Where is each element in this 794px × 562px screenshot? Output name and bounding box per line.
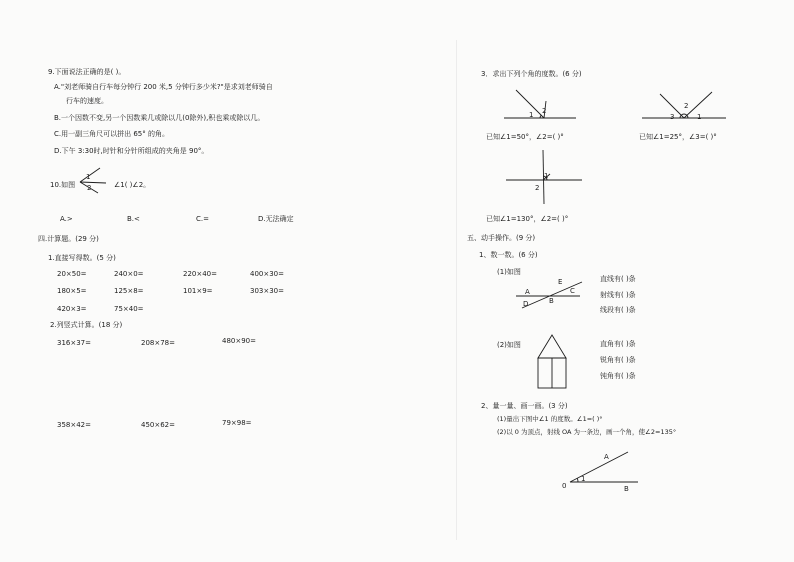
vertical-calc: 450×62= bbox=[141, 421, 175, 429]
direct-calc: 20×50= bbox=[57, 270, 87, 278]
direct-calc: 303×30= bbox=[250, 287, 284, 295]
angle-label-1: 1 bbox=[581, 475, 586, 483]
q3-figure-1 bbox=[504, 87, 576, 123]
page-divider bbox=[456, 40, 457, 540]
direct-calc: 75×40= bbox=[114, 305, 144, 313]
point-label-b: B bbox=[549, 297, 554, 305]
count-part-1: (1)如图 bbox=[497, 268, 521, 276]
count-straight-lines: 直线有( )条 bbox=[600, 275, 636, 283]
measure-task-2: (2)以 0 为顶点，射线 OA 为一条边，画一个角，使∠2=135° bbox=[497, 428, 677, 436]
count-right-angles: 直角有( )条 bbox=[600, 340, 636, 348]
direct-calc: 420×3= bbox=[57, 305, 87, 313]
line-count-figure bbox=[516, 276, 586, 312]
count-obtuse-angles: 钝角有( )条 bbox=[600, 372, 636, 380]
vertical-calc: 480×90= bbox=[222, 337, 256, 345]
q9-option-a-cont: 行车的速度。 bbox=[66, 97, 108, 105]
q10-prefix: 10.如图 bbox=[50, 181, 76, 189]
measure-angle-figure bbox=[560, 448, 642, 492]
q9-option-a: A."刘老师骑自行车每分钟行 200 米,5 分钟行多少米?"是求刘老师骑自 bbox=[54, 83, 273, 91]
section-5-title: 五、动手操作。(9 分) bbox=[467, 234, 536, 242]
q9-option-b: B.一个因数不变,另一个因数乘几或除以几(0除外),积也乘或除以几。 bbox=[54, 114, 265, 122]
q3-fig1-label-1: 1 bbox=[529, 111, 534, 119]
angle-label-a: A bbox=[604, 453, 609, 461]
point-label-e: E bbox=[558, 278, 563, 286]
angle-label-b: B bbox=[624, 485, 629, 493]
q10-option-a: A.> bbox=[60, 215, 73, 223]
q3-fig3-label-1: 1 bbox=[544, 172, 549, 180]
vertical-calc: 79×98= bbox=[222, 419, 252, 427]
q9-option-d: D.下午 3:30时,时针和分针所组成的夹角是 90°。 bbox=[54, 147, 209, 155]
q10-label-2: 2 bbox=[87, 184, 92, 192]
q10-angle-figure bbox=[76, 166, 108, 196]
direct-calc: 101×9= bbox=[183, 287, 213, 295]
count-rays: 射线有( )条 bbox=[600, 291, 636, 299]
direct-calc: 400×30= bbox=[250, 270, 284, 278]
section-4-sub2: 2.列竖式计算。(18 分) bbox=[50, 321, 123, 329]
q3-fig3-text: 已知∠1=130°，∠2=( )° bbox=[486, 215, 569, 223]
q9-stem: 9.下面说法正确的是( )。 bbox=[48, 68, 126, 76]
point-label-d: D bbox=[523, 300, 529, 308]
q3-title: 3．求出下列个角的度数。(6 分) bbox=[481, 70, 582, 78]
q10-option-b: B.< bbox=[127, 215, 140, 223]
section-5-count-title: 1、数一数。(6 分) bbox=[479, 251, 538, 259]
q3-fig1-label-2: 2 bbox=[542, 107, 547, 115]
direct-calc: 125×8= bbox=[114, 287, 144, 295]
q3-fig1-text: 已知∠1=50°，∠2=( )° bbox=[486, 133, 564, 141]
q10-label-1: 1 bbox=[86, 173, 91, 181]
vertical-calc: 358×42= bbox=[57, 421, 91, 429]
q3-fig2-label-2: 2 bbox=[684, 102, 689, 110]
q10-option-d: D.无法确定 bbox=[258, 215, 294, 223]
direct-calc: 220×40= bbox=[183, 270, 217, 278]
q3-fig3-label-2: 2 bbox=[535, 184, 540, 192]
count-segments: 线段有( )条 bbox=[600, 306, 636, 314]
q3-figure-2 bbox=[640, 90, 726, 122]
count-acute-angles: 锐角有( )条 bbox=[600, 356, 636, 364]
section-4-title: 四.计算题。(29 分) bbox=[38, 235, 99, 243]
vertical-calc: 316×37= bbox=[57, 339, 91, 347]
q3-figure-3 bbox=[506, 150, 582, 204]
count-part-2: (2)如图 bbox=[497, 341, 521, 349]
house-shape-figure bbox=[535, 332, 569, 390]
q10-option-c: C.= bbox=[196, 215, 209, 223]
measure-task-1: (1)量出下图中∠1 的度数。∠1=( )° bbox=[497, 415, 603, 423]
point-label-c: C bbox=[570, 287, 575, 295]
q10-question: ∠1( )∠2。 bbox=[114, 181, 151, 189]
q3-fig2-label-3: 3 bbox=[670, 113, 675, 121]
q9-option-c: C.用一副三角尺可以拼出 65° 的角。 bbox=[54, 130, 169, 138]
direct-calc: 240×0= bbox=[114, 270, 144, 278]
section-4-sub1: 1.直接写得数。(5 分) bbox=[48, 254, 116, 262]
vertical-calc: 208×78= bbox=[141, 339, 175, 347]
q3-fig2-text: 已知∠1=25°，∠3=( )° bbox=[639, 133, 717, 141]
point-label-a: A bbox=[525, 288, 530, 296]
direct-calc: 180×5= bbox=[57, 287, 87, 295]
q3-fig2-label-1: 1 bbox=[697, 113, 702, 121]
section-5-measure-title: 2、量一量、画一画。(3 分) bbox=[481, 402, 568, 410]
angle-label-o: 0 bbox=[562, 482, 567, 490]
